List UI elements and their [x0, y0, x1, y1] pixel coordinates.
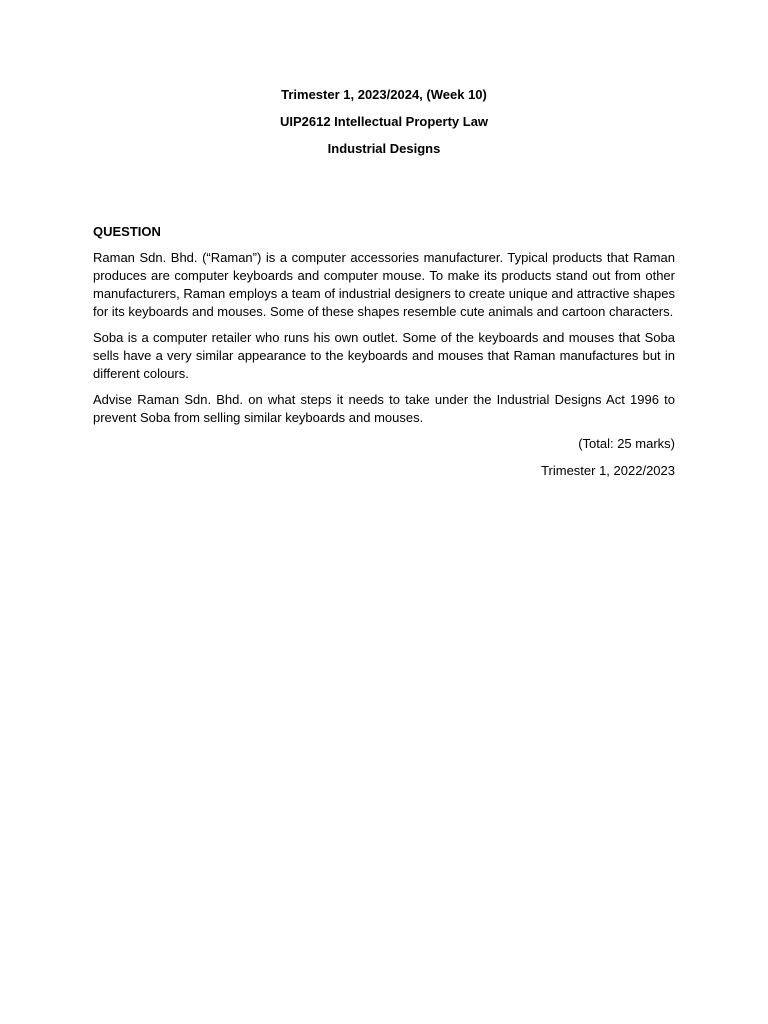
trimester-week-title: Trimester 1, 2023/2024, (Week 10) [281, 87, 487, 102]
total-marks: (Total: 25 marks) [578, 436, 675, 451]
question-paragraph-3: Advise Raman Sdn. Bhd. on what steps it needs to take under the Industrial Designs Act 1996 to prevent Soba from selling similar keyboards and mouses. [93, 392, 675, 425]
question-paragraph-1: Raman Sdn. Bhd. (“Raman”) is a computer accessories manufacturer. Typical products that Raman produces are computer keyboards and computer mouse. To make its products stand out from other manufacturers, Raman employs a team of industrial designers to create unique and attractive shapes for its keyboards and mouses. Some of these shapes resemble cute animals and cartoon characters. [93, 250, 675, 319]
topic-title: Industrial Designs [327, 141, 441, 156]
question-paragraph-2: Soba is a computer retailer who runs his own outlet. Some of the keyboards and mouses that Soba sells have a very similar appearance to the keyboards and mouses that Raman manufactures but in different colours. [93, 330, 675, 381]
course-title: UIP2612 Intellectual Property Law [279, 114, 489, 129]
document-header [93, 86, 675, 167]
question-section [93, 223, 675, 489]
question-heading: QUESTION [93, 224, 161, 239]
source-trimester: Trimester 1, 2022/2023 [541, 463, 675, 478]
